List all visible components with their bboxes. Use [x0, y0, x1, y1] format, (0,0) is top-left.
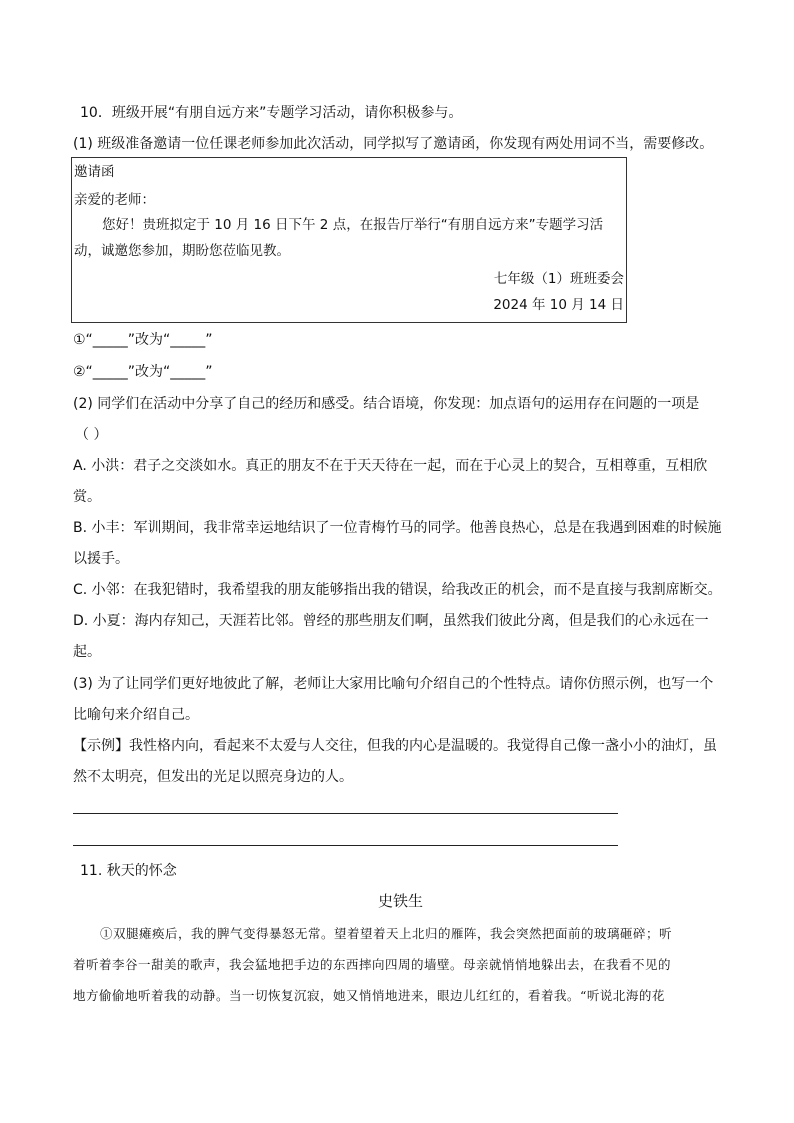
invitation-body-line1: 您好！贵班拟定于 10 月 16 日下午 2 点，在报告厅举行“有朋自远方来”专题学习活 — [102, 217, 604, 233]
answer-line-2[interactable] — [73, 845, 618, 846]
question-10-part2-line1: (2) 同学们在活动中分享了自己的经历和感受。结合语境，你发现：加点语句的运用存在问题的一项是 — [73, 396, 700, 412]
answer-parentheses: （ ） — [75, 427, 108, 443]
question-10-part3-line1: (3) 为了让同学们更好地彼此了解，老师让大家用比喻句介绍自己的个性特点。请你仿照示例，也写一个 — [73, 676, 714, 692]
question-10-part1-intro: (1) 班级准备邀请一位任课老师参加此次活动，同学拟写了邀请函，你发现有两处用词不当，需要修改。 — [73, 136, 714, 152]
option-b-line1: B. 小丰：军训期间，我非常幸运地结识了一位青梅竹马的同学。他善良热心，总是在我遇到困难的时候施 — [73, 520, 722, 536]
option-c: C. 小邻：在我犯错时，我希望我的朋友能够指出我的错误，给我改正的机会，而不是直接与我割席断交。 — [73, 582, 722, 598]
invitation-greeting: 亲爱的老师： — [74, 192, 155, 208]
invitation-date: 2024 年 10 月 14 日 — [493, 297, 624, 313]
option-a-line2: 赏。 — [73, 489, 101, 505]
question-10-title: 10．班级开展“有朋自远方来”专题学习活动，请你积极参与。 — [80, 105, 463, 121]
option-d-line2: 起。 — [73, 644, 101, 660]
answer-line-1[interactable] — [73, 813, 618, 814]
essay-paragraph-line3: 地方偷偷地听着我的动静。当一切恢复沉寂，她又悄悄地进来，眼边儿红红的，看着我。“听说北海的花 — [73, 988, 665, 1003]
invitation-heading: 邀请函 — [74, 164, 115, 180]
option-d-line1: D. 小夏：海内存知己，天涯若比邻。曾经的那些朋友们啊，虽然我们彼此分离，但是我们的心永远在一 — [73, 613, 709, 629]
invitation-body-line2: 动，诚邀您参加，期盼您莅临见教。 — [74, 243, 290, 259]
essay-paragraph-line2: 着听着李谷一甜美的歌声，我会猛地把手边的东西摔向四周的墙壁。母亲就悄悄地躲出去，在我看不见的 — [73, 957, 672, 972]
fill-blank-2: ②“_____”改为“_____” — [73, 364, 213, 380]
example-line2: 然不太明亮，但发出的光足以照亮身边的人。 — [73, 769, 353, 785]
example-line1: 【示例】我性格内向，看起来不太爱与人交往，但我的内心是温暖的。我觉得自己像一盏小小的油灯，虽 — [73, 738, 717, 754]
essay-paragraph-line1: ①双腿瘫痪后，我的脾气变得暴怒无常。望着望着天上北归的雁阵，我会突然把面前的玻璃砸碎；听 — [100, 926, 673, 941]
question-11-title: 11. 秋天的怀念 — [80, 863, 177, 879]
invitation-signature: 七年级（1）班班委会 — [493, 271, 624, 287]
option-a-line1: A. 小洪：君子之交淡如水。真正的朋友不在于天天待在一起，而在于心灵上的契合，互相尊重，互相欣 — [73, 458, 708, 474]
invitation-box — [71, 157, 627, 323]
essay-author: 史铁生 — [378, 892, 424, 910]
question-10-part3-line2: 比喻句来介绍自己。 — [73, 707, 199, 723]
option-b-line2: 以援手。 — [73, 551, 129, 567]
fill-blank-1: ①“_____”改为“_____” — [73, 332, 213, 348]
